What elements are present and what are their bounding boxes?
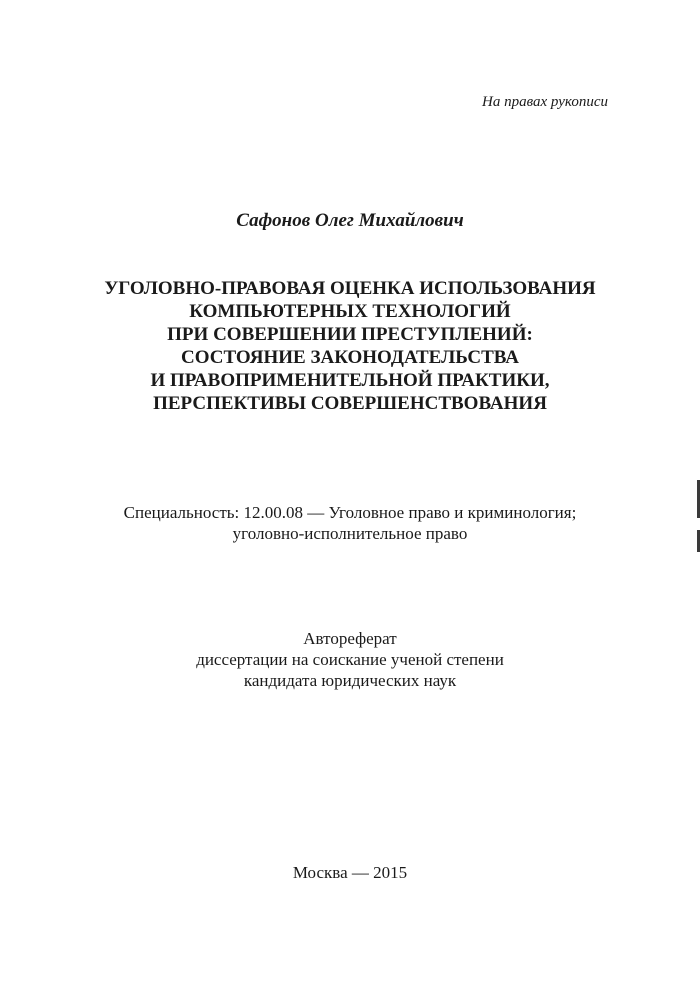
title-line: УГОЛОВНО-ПРАВОВАЯ ОЦЕНКА ИСПОЛЬЗОВАНИЯ [104, 278, 596, 299]
specialty-block [60, 502, 640, 544]
abstract-line: кандидата юридических наук [243, 671, 457, 690]
dissertation-title [60, 277, 640, 415]
city-year: Москва — 2015 [292, 863, 408, 882]
title-line: КОМПЬЮТЕРНЫХ ТЕХНОЛОГИЙ [189, 301, 511, 322]
title-line: СОСТОЯНИЕ ЗАКОНОДАТЕЛЬСТВА [181, 347, 519, 368]
abstract-block [60, 628, 640, 691]
author-name: Сафонов Олег Михайлович [236, 210, 464, 231]
specialty-line: Специальность: 12.00.08 — Уголовное право и криминология; [123, 503, 577, 522]
title-line: ПРИ СОВЕРШЕНИИ ПРЕСТУПЛЕНИЙ: [167, 324, 533, 345]
title-line: ПЕРСПЕКТИВЫ СОВЕРШЕНСТВОВАНИЯ [153, 393, 547, 414]
title-line: И ПРАВОПРИМЕНИТЕЛЬНОЙ ПРАКТИКИ, [150, 370, 550, 391]
rights-note: На правах рукописи [482, 94, 608, 110]
specialty-line: уголовно-исполнительное право [232, 524, 468, 543]
abstract-heading: Автореферат [303, 629, 397, 648]
abstract-line: диссертации на соискание ученой степени [196, 650, 504, 669]
